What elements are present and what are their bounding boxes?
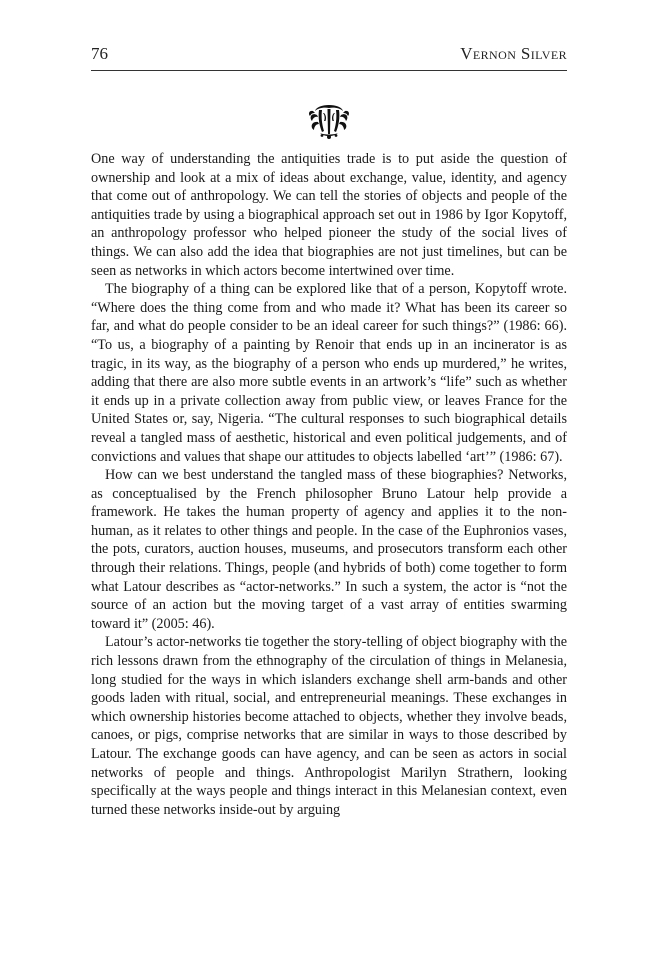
paragraph: The biography of a thing can be explored like that of a person, Kopytoff wrote. “Where does the thing come from and who made it? What has been its career so far, and what do people consider to be an ideal career for such things?” (1986: 66). “To us, a biography of a painting by Renoir that ends up in an incinerator is as tragic, in its way, as the biography of a person who ends up murdered,” he writes, adding that there are also more subtle events in an artwork’s “life” such as whether it ends up in a private collection away from public view, or leaves France for the United States or, say, Nigeria. “The cultural responses to such biographical details reveal a tangled mass of aesthetic, historical and even political judgements, and of convictions and values that shape our attitudes to objects labelled ‘art’” (1986: 67). (91, 281, 567, 465)
paragraph: How can we best understand the tangled mass of these biographies? Networks, as conceptualised by the French philosopher Bruno Latour help provide a framework. He takes the human property of agency and applies it to the non-human, as it relates to other things and people. In the case of the Euphronios vases, the pots, curators, auction houses, museums, and prosecutors transform each other through their relations. Things, people (and hybrids of both) come together to form what Latour describes as “actor-networks.” In such a system, the actor is “not the source of an action but the moving target of a vast array of entities swarming toward it” (2005: 46). (91, 467, 567, 632)
running-head (91, 44, 567, 64)
paragraph: Latour’s actor-networks tie together the story-telling of object biography with the rich lessons drawn from the ethnography of the circulation of things in Melanesia, long studied for the ways in which islanders exchange shell arm-bands and other goods laden with ritual, social, and entrepreneurial meanings. These exchanges in which ownership histories become attached to objects, whether they involve beads, canoes, or pigs, comprise networks that are similar in ways to those described by Latour. The exchange goods can have agency, and can be seen as actors in social networks of people and things. Anthropologist Marilyn Strathern, looking specifically at the ways people and things interact in this Melanesian context, even turned these networks inside-out by arguing (91, 634, 567, 818)
page-number: 76 (91, 44, 108, 63)
paragraph: One way of understanding the antiquities trade is to put aside the question of ownership and look at a mix of ideas about exchange, value, identity, and agency that come out of anthropology. We can tell the stories of objects and people of the antiquities trade by using a biographical approach set out in 1986 by Igor Kopytoff, an anthropology professor who helped pioneer the study of the social lives of things. We can also add the idea that biographies are not just timelines, but can be seen as networks in which actors become intertwined over time. (91, 151, 567, 279)
fleuron-ornament-icon (307, 101, 351, 141)
body-text (91, 150, 567, 819)
running-head-author: Vernon Silver (460, 44, 567, 63)
header-rule (91, 70, 567, 71)
